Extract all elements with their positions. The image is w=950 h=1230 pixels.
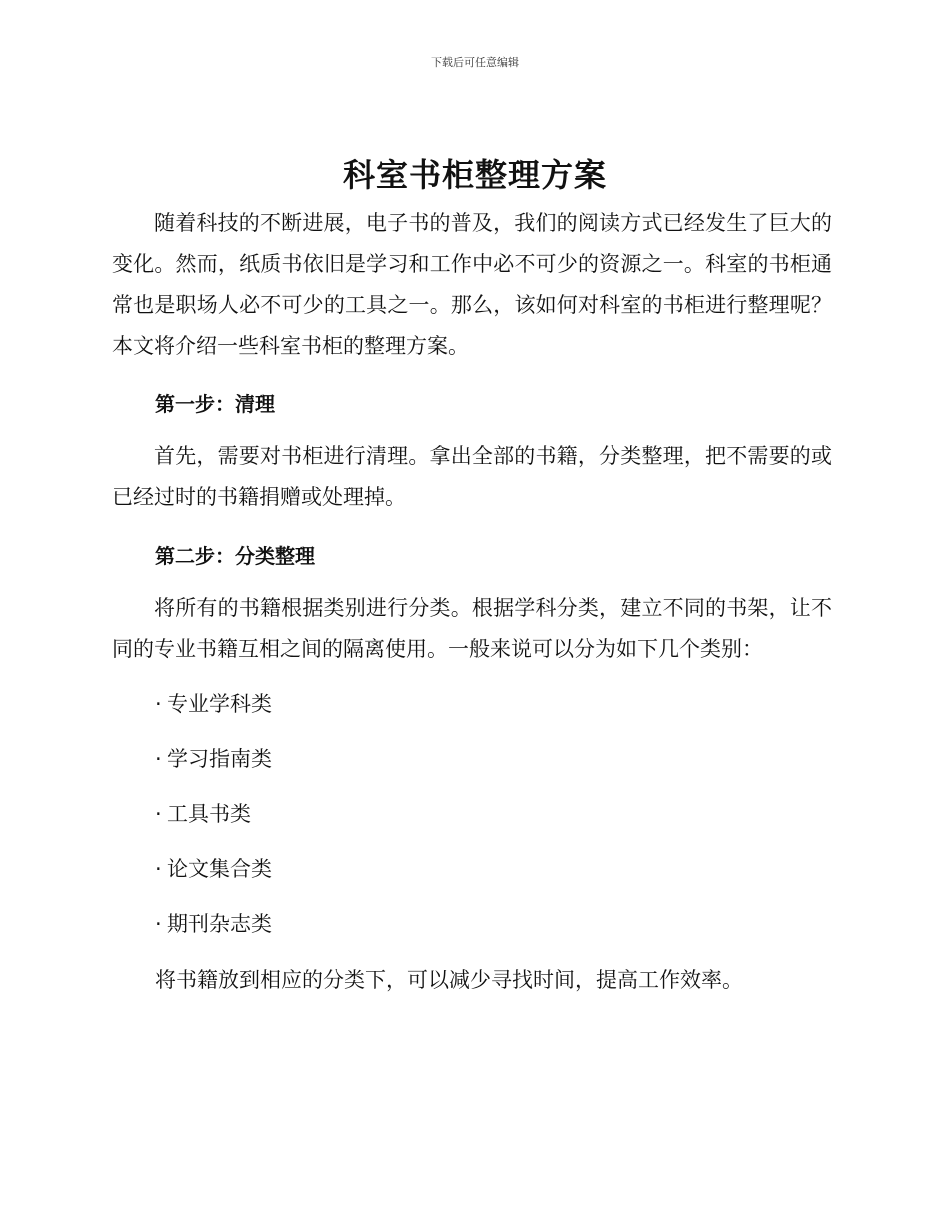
list-item xyxy=(155,739,272,794)
list-item xyxy=(155,684,272,739)
bullet-icon: · xyxy=(155,747,162,771)
list-item-label: 论文集合类 xyxy=(167,857,272,881)
list-item-label: 学习指南类 xyxy=(167,747,272,771)
document-title: 科室书柜整理方案 xyxy=(342,156,607,194)
step1-paragraph: 首先，需要对书柜进行清理。拿出全部的书籍，分类整理，把不需要的或已经过时的书籍捐赠或处理掉。 xyxy=(112,444,832,509)
list-item-label: 工具书类 xyxy=(167,802,251,826)
list-item-label: 期刊杂志类 xyxy=(167,912,272,936)
list-item xyxy=(155,904,272,959)
closing-paragraph: 将书籍放到相应的分类下，可以减少寻找时间，提高工作效率。 xyxy=(155,968,743,992)
list-item xyxy=(155,794,272,849)
header-note: 下载后可任意编辑 xyxy=(431,56,519,69)
category-list xyxy=(155,684,272,959)
bullet-icon: · xyxy=(155,912,162,936)
list-item-label: 专业学科类 xyxy=(167,692,272,716)
list-item xyxy=(155,849,272,904)
intro-paragraph: 随着科技的不断进展，电子书的普及，我们的阅读方式已经发生了巨大的变化。然而，纸质书依旧是学习和工作中必不可少的资源之一。科室的书柜通常也是职场人必不可少的工具之一。那么，该如何对科室的书柜进行整理呢？本文将介绍一些科室书柜的整理方案。 xyxy=(112,211,832,358)
step1-heading: 第一步：清理 xyxy=(155,392,275,416)
step2-paragraph: 将所有的书籍根据类别进行分类。根据学科分类，建立不同的书架，让不同的专业书籍互相之间的隔离使用。一般来说可以分为如下几个类别： xyxy=(112,596,832,661)
bullet-icon: · xyxy=(155,692,162,716)
bullet-icon: · xyxy=(155,857,162,881)
bullet-icon: · xyxy=(155,802,162,826)
step2-heading: 第二步：分类整理 xyxy=(155,544,315,568)
